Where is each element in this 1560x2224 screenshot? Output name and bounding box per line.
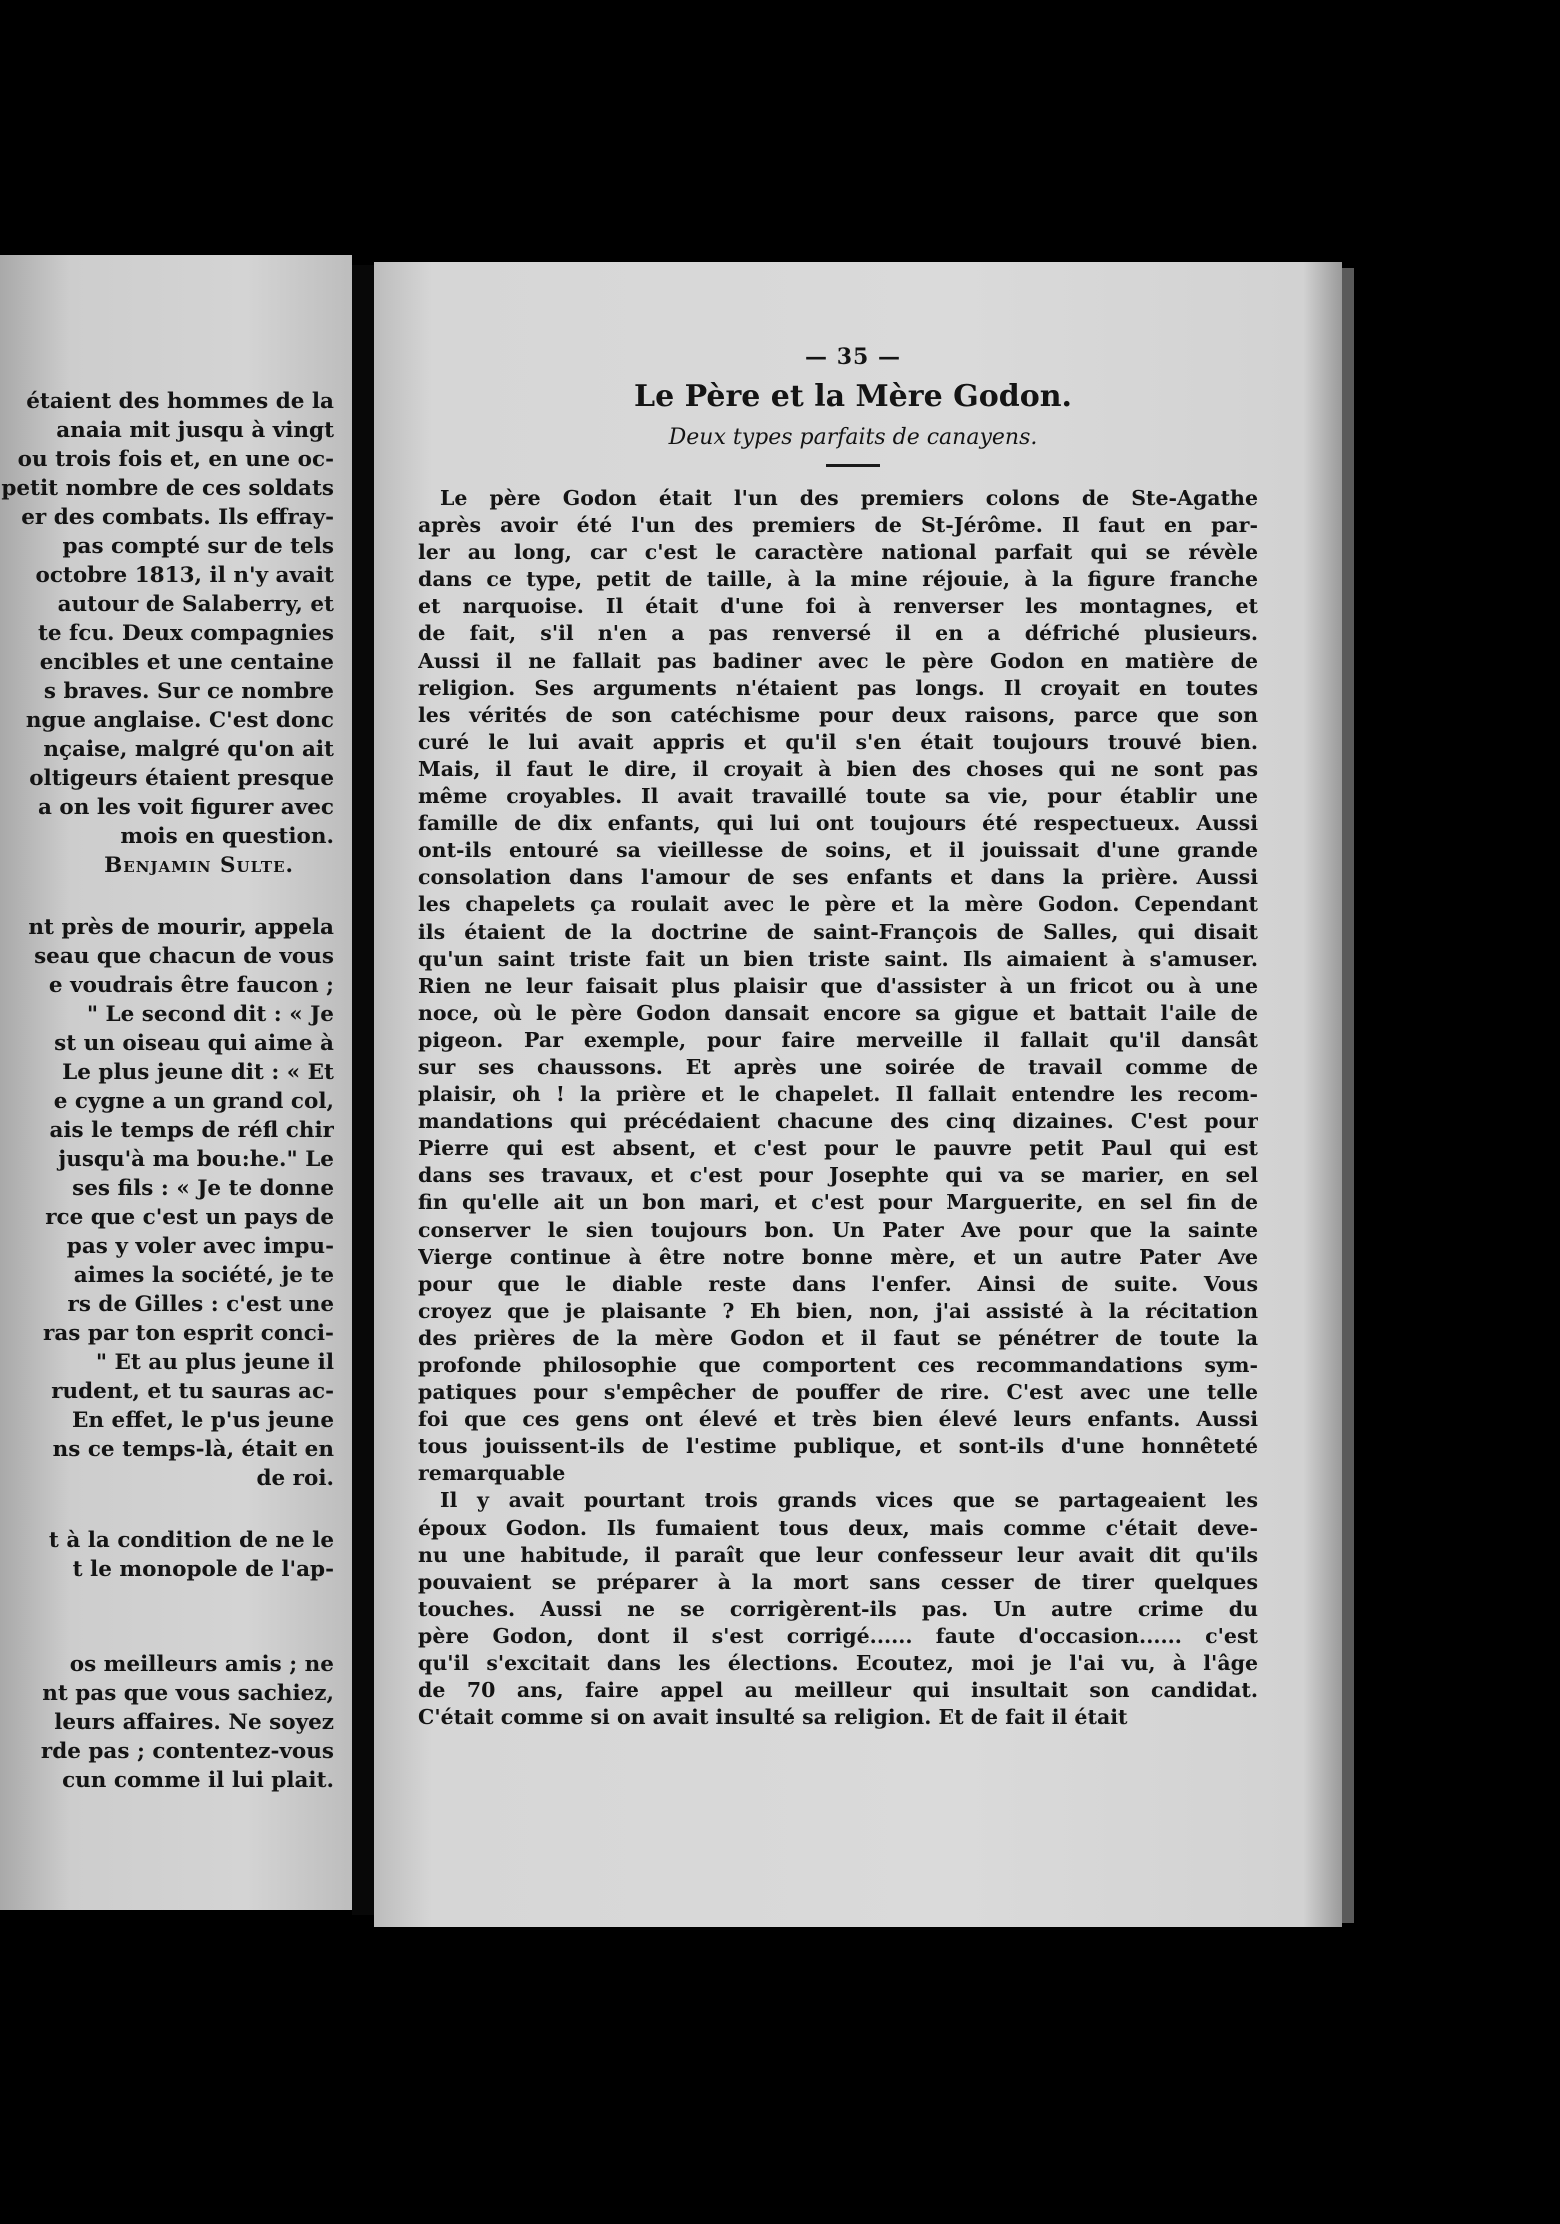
article-line: consolation dans l'amour de ses enfants et dans la prière. Aussi xyxy=(418,865,1258,890)
left-text-line: ras par ton esprit conci- xyxy=(43,1321,334,1346)
article-line: époux Godon. Ils fumaient tous deux, mais comme c'était deve- xyxy=(418,1515,1258,1540)
article-line: Aussi il ne fallait pas badiner avec le père Godon en matière de xyxy=(418,648,1258,673)
article-line: famille de dix enfants, qui lui ont toujours été respectueux. Aussi xyxy=(418,811,1258,836)
article-line: après avoir été l'un des premiers de St-Jérôme. Il faut en par- xyxy=(418,513,1258,538)
left-text-gap xyxy=(0,880,334,913)
right-page xyxy=(374,262,1342,1927)
article-line: des prières de la mère Godon et il faut se pénétrer de toute la xyxy=(418,1325,1258,1350)
article-title: Le Père et la Mère Godon. xyxy=(634,379,1072,414)
left-text-line: leurs affaires. Ne soyez xyxy=(54,1710,334,1735)
article-subtitle: Deux types parfaits de canayens. xyxy=(668,425,1038,450)
left-text-line: oltigeurs étaient presque xyxy=(29,766,334,791)
article-line: sur ses chaussons. Et après une soirée de travail comme de xyxy=(418,1054,1258,1079)
left-text-line: a on les voit figurer avec xyxy=(37,795,334,820)
page-number: — 35 — xyxy=(805,344,901,370)
book-gutter xyxy=(352,265,374,1915)
article-line: mandations qui précédaient chacune des cinq dizaines. C'est pour xyxy=(418,1109,1258,1134)
left-text-line: rde pas ; contentez-vous xyxy=(40,1739,334,1764)
article-line: Vierge continue à être notre bonne mère, et un autre Pater Ave xyxy=(418,1244,1258,1269)
left-signature: Benjamin Sulte. xyxy=(104,853,294,878)
left-text-line: encibles et une centaine xyxy=(39,650,334,675)
article-line: les vérités de son catéchisme pour deux raisons, parce que son xyxy=(418,702,1258,727)
left-text-gap xyxy=(0,1584,334,1617)
left-text-line: t à la condition de ne le xyxy=(48,1528,334,1553)
left-text-line: er des combats. Ils effray- xyxy=(21,505,334,530)
left-text-line: st un oiseau qui aime à xyxy=(54,1031,334,1056)
left-text-line: nt pas que vous sachiez, xyxy=(42,1681,334,1706)
paragraph-1 xyxy=(418,485,1258,1487)
left-text-gap xyxy=(0,1493,334,1526)
left-text-line: te fcu. Deux compagnies xyxy=(37,621,334,646)
left-page-text xyxy=(0,387,334,1795)
left-page xyxy=(0,255,352,1910)
article-line: les chapelets ça roulait avec le père et la mère Godon. Cependant xyxy=(418,892,1258,917)
left-text-line: e voudrais être faucon ; xyxy=(48,973,334,998)
left-text-line: aimes la société, je te xyxy=(73,1263,334,1288)
article-line: patiques pour s'empêcher de pouffer de rire. C'est avec une telle xyxy=(418,1380,1258,1405)
left-text-line: petit nombre de ces soldats xyxy=(1,476,334,501)
left-text-line: rs de Gilles : c'est une xyxy=(67,1292,334,1317)
left-text-line: pas y voler avec impu- xyxy=(66,1234,334,1259)
article-line: croyez que je plaisante ? Eh bien, non, j'ai assisté à la récitation xyxy=(418,1298,1258,1323)
article-line: Le père Godon était l'un des premiers colons de Ste-Agathe xyxy=(440,486,1258,510)
article-line: religion. Ses arguments n'étaient pas longs. Il croyait en toutes xyxy=(418,675,1258,700)
left-text-line: de roi. xyxy=(256,1466,334,1491)
left-text-line: jusqu'à ma bou:he." Le xyxy=(58,1147,334,1172)
page-edge xyxy=(1342,268,1354,1923)
paragraph-2 xyxy=(418,1487,1258,1731)
left-text-line: ses fils : « Je te donne xyxy=(72,1176,334,1201)
article-line: tous jouissent-ils de l'estime publique, et sont-ils d'une honnêteté xyxy=(418,1434,1258,1459)
article-line: noce, où le père Godon dansait encore sa gigue et battait l'aile de xyxy=(418,1000,1258,1025)
right-page-text xyxy=(418,340,1258,1731)
article-line: curé le lui avait appris et qu'il s'en était toujours trouvé bien. xyxy=(418,729,1258,754)
left-text-line: ou trois fois et, en une oc- xyxy=(17,447,334,472)
left-text-line: ngue anglaise. C'est donc xyxy=(25,708,334,733)
left-text-line: cun comme il lui plait. xyxy=(62,1768,334,1793)
article-line: Pierre qui est absent, et c'est pour le pauvre petit Paul qui est xyxy=(418,1136,1258,1161)
left-text-line: seau que chacun de vous xyxy=(34,944,334,969)
article-line: plaisir, oh ! la prière et le chapelet. Il fallait entendre les recom- xyxy=(418,1082,1258,1107)
left-text-line: s braves. Sur ce nombre xyxy=(43,679,334,704)
title-rule xyxy=(826,464,880,467)
left-text-line: étaient des hommes de la xyxy=(26,389,334,414)
article-line: et narquoise. Il était d'une foi à renverser les montagnes, et xyxy=(418,594,1258,619)
left-text-line: " Le second dit : « Je xyxy=(86,1002,334,1027)
article-line: remarquable xyxy=(418,1461,566,1486)
article-line: pour que le diable reste dans l'enfer. Ainsi de suite. Vous xyxy=(418,1271,1258,1296)
left-text-line: nt près de mourir, appela xyxy=(28,915,334,940)
article-line: pigeon. Par exemple, pour faire merveille il fallait qu'il dansât xyxy=(418,1027,1258,1052)
left-text-line: t le monopole de l'ap- xyxy=(72,1557,334,1582)
article-line: qu'un saint triste fait un bien triste saint. Ils aimaient à s'amuser. xyxy=(418,946,1258,971)
article-line: nu une habitude, il paraît que leur confesseur leur avait dit qu'ils xyxy=(418,1542,1258,1567)
article-line: qu'il s'excitait dans les élections. Ecoutez, moi je l'ai vu, à l'âge xyxy=(418,1651,1258,1676)
article-line: ont-ils entouré sa vieillesse de soins, et il jouissait d'une grande xyxy=(418,838,1258,863)
article-line: dans ses travaux, et c'est pour Josephte qui va se marier, en sel xyxy=(418,1163,1258,1188)
article-line: pouvaient se préparer à la mort sans cesser de tirer quelques xyxy=(418,1569,1258,1594)
left-text-line: anaia mit jusqu à vingt xyxy=(56,418,334,443)
article-line: père Godon, dont il s'est corrigé...... faute d'occasion...... c'est xyxy=(418,1623,1258,1648)
left-text-line: mois en question. xyxy=(120,824,334,849)
article-line: conserver le sien toujours bon. Un Pater Ave pour que la sainte xyxy=(418,1217,1258,1242)
article-line: ils étaient de la doctrine de saint-François de Salles, qui disait xyxy=(418,919,1258,944)
article-line: touches. Aussi ne se corrigèrent-ils pas. Un autre crime du xyxy=(418,1596,1258,1621)
article-line: foi que ces gens ont élevé et très bien élevé leurs enfants. Aussi xyxy=(418,1407,1258,1432)
article-body xyxy=(418,485,1258,1731)
left-text-line: rudent, et tu sauras ac- xyxy=(51,1379,334,1404)
left-text-line: autour de Salaberry, et xyxy=(57,592,334,617)
article-line: Rien ne leur faisait plus plaisir que d'assister à un fricot ou à une xyxy=(418,973,1258,998)
left-text-line: En effet, le p'us jeune xyxy=(72,1408,334,1433)
article-line: même croyables. Il avait travaillé toute sa vie, pour établir une xyxy=(418,784,1258,809)
left-text-line: octobre 1813, il n'y avait xyxy=(35,563,334,588)
left-text-line: pas compté sur de tels xyxy=(62,534,334,559)
left-text-line: " Et au plus jeune il xyxy=(95,1350,334,1375)
left-text-line: ns ce temps-là, était en xyxy=(52,1437,334,1462)
left-text-line: e cygne a un grand col, xyxy=(53,1089,334,1114)
article-line: ler au long, car c'est le caractère national parfait qui se révèle xyxy=(418,540,1258,565)
article-line: dans ce type, petit de taille, à la mine réjouie, à la figure franche xyxy=(418,567,1258,592)
article-line: de 70 ans, faire appel au meilleur qui insultait son candidat. xyxy=(418,1678,1258,1703)
left-text-line: nçaise, malgré qu'on ait xyxy=(43,737,334,762)
left-text-line: rce que c'est un pays de xyxy=(45,1205,334,1230)
article-line: Il y avait pourtant trois grands vices que se partageaient les xyxy=(440,1488,1258,1513)
article-line: profonde philosophie que comportent ces recommandations sym- xyxy=(418,1353,1258,1377)
left-text-line: Le plus jeune dit : « Et xyxy=(62,1060,334,1085)
left-text-line: os meilleurs amis ; ne xyxy=(69,1652,334,1677)
article-line: de fait, s'il n'en a pas renversé il en a défriché plusieurs. xyxy=(418,621,1258,646)
article-line: Mais, il faut le dire, il croyait à bien des choses qui ne sont pas xyxy=(418,756,1258,781)
article-line: C'était comme si on avait insulté sa religion. Et de fait il était xyxy=(418,1705,1128,1730)
article-line: fin qu'elle ait un bon mari, et c'est pour Marguerite, en sel fin de xyxy=(418,1190,1258,1215)
left-text-gap xyxy=(0,1617,334,1650)
left-text-line: ais le temps de réfl chir xyxy=(49,1118,334,1143)
